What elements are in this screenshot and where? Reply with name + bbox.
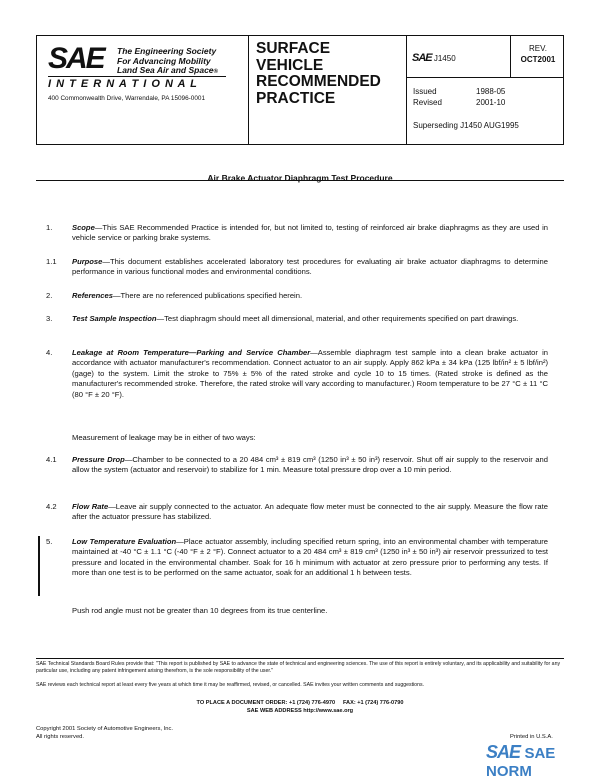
watermark-text: SAE NORM	[486, 745, 556, 780]
section-text: Test diaphragm should meet all dimensional, material, and other requirements specified on part drawings.	[164, 314, 519, 323]
printed-notice: Printed in U.S.A.	[510, 734, 553, 740]
header-divider-1	[248, 35, 249, 145]
standard-number-text: J1450	[433, 54, 456, 63]
registered-mark: ®	[213, 69, 218, 75]
section-text: Leave air supply connected to the actuator. An adequate flow meter must be connected to the air supply. Measure the flow rate after the actuator pressure has stabilized.	[72, 502, 548, 522]
watermark	[486, 742, 600, 781]
supersedes-info: Superseding J1450 AUG1995	[413, 121, 519, 130]
watermark-logo-icon: SAE	[486, 742, 521, 762]
section-number: 4.	[46, 348, 53, 357]
section-text: There are no referenced publications specified herein.	[120, 291, 303, 300]
society-line-3: Land Sea Air and Space	[117, 65, 214, 75]
issued-label: Issued	[413, 87, 437, 96]
web-label: SAE WEB ADDRESS	[246, 708, 302, 714]
fax-number: +1 (724) 776-0790	[357, 700, 404, 706]
web-address[interactable]: http://www.sae.org	[303, 708, 354, 714]
section-heading: Test Sample Inspection	[72, 314, 157, 323]
header-divider-3	[510, 35, 511, 77]
footer-policy-2: SAE reviews each technical report at least every five years at which time it may be reaffirmed, revised, or cancelled. SAE invites your written comments and suggestions.	[36, 682, 424, 688]
doc-type-line-1: SURFACE	[256, 40, 331, 57]
section-heading: Leakage at Room Temperature—Parking and Service Chamber	[72, 348, 311, 357]
society-line-2: For Advancing Mobility	[117, 55, 211, 66]
section-heading: Purpose	[72, 257, 103, 266]
section-text: Assemble diaphragm test sample into a clean brake actuator in accordance with actuator manufacturer's recommendation. Connect actuator to an air supply. Apply 862 kPa ± 34 kPa (125 lbf/in² ± 5 lbf/in²) (gage) to the system. Limit the stroke to 75% ± 5% of the rated stroke and cycle 10 to 15 times. (Rated stroke is defined as the manufacturer's recommended stroke. Therefore, the rated stroke will vary according to manufacturer.) Room temperature to be 27 °C ± 11 °C (80 °F ± 20 °F).	[72, 348, 548, 399]
section-number: 1.	[46, 223, 53, 232]
society-line-1: The Engineering Society	[117, 46, 217, 56]
rev-label: REV.	[529, 44, 547, 53]
section-heading: References	[72, 291, 113, 300]
web-info	[0, 708, 600, 714]
rev-value: OCT2001	[520, 55, 556, 64]
section-sample-inspection: Test Sample Inspection—Test diaphragm should meet all dimensional, material, and other requirements specified on part drawings.	[72, 314, 519, 323]
header-top-rule	[36, 35, 564, 36]
section-scope: Scope—This SAE Recommended Practice is intended for, but not limited to, testing of reinforced air brake diaphragms as they are used in vehicle service or parking brake systems.	[72, 223, 548, 243]
section-leakage-note: Measurement of leakage may be in either of two ways:	[72, 433, 256, 442]
section-heading: Flow Rate	[72, 502, 109, 511]
rights-notice: All rights reserved.	[36, 734, 85, 740]
section-number: 3.	[46, 314, 53, 323]
international-label: I N T E R N A T I O N A L	[48, 78, 198, 90]
footer-policy-1: SAE Technical Standards Board Rules provide that: "This report is published by SAE to advance the state of technical and engineering sciences. The use of this report is entirely voluntary, and its applicability and suitability for any particular use, including any patent infringement arising therefrom, is the sole responsibility of the user."	[36, 661, 561, 674]
standard-sae-logo: SAE	[412, 52, 432, 64]
section-leakage: Leakage at Room Temperature—Parking and Service Chamber—Assemble diaphragm test sample into a clean brake actuator in accordance with actuator manufacturer's recommendation. Connect actuator to an air supply. Apply 862 kPa ± 34 kPa (125 lbf/in² ± 5 lbf/in²) (gage) to the system. Limit the stroke to 75% ± 5% of the rated stroke and cycle 10 to 15 times. (Rated stroke is defined as the manufacturer's recommended stroke. Therefore, the rated stroke will vary according to manufacturer.) Room temperature to be 27 °C ± 11 °C (80 °F ± 20 °F).	[72, 348, 548, 399]
section-text: Chamber to be connected to a 20 484 cm³ ± 819 cm³ (1250 in³ ± 50 in³) reservoir. Shut off air supply to the reservoir and allow the system (actuator and reservoir) to stabilize for 1 min. Measure total pressure drop over a 10 min period.	[72, 455, 548, 475]
document-title: Air Brake Actuator Diaphragm Test Procedure	[207, 173, 393, 183]
issue-info	[413, 86, 505, 108]
section-purpose: Purpose—This document establishes accelerated laboratory test procedures for evaluating air brake actuator diaphragms to determine performance in various functional modes and environmental conditions.	[72, 257, 548, 277]
standard-number	[412, 52, 456, 64]
section-low-temperature: Low Temperature Evaluation—Place actuator assembly, including specified return spring, into an environmental chamber with temperature maintained at -40 °C ± 1.1 °C (-40 °F ± 2 °F). Connect actuator to a 20 484 cm³ ± 819 cm³ (1250 in³ ± 50 in³) air reservoir pressurized to test pressure and located in the environmental chamber. Soak for 16 h minimum with actuator at zero pressure prior to performing any tests. If more than one test is to be performed on the same actuator, soak for an additional 1 h between tests.	[72, 537, 548, 578]
section-references: References—There are no referenced publications specified herein.	[72, 291, 303, 300]
section-pressure-drop: Pressure Drop—Chamber to be connected to a 20 484 cm³ ± 819 cm³ (1250 in³ ± 50 in³) reservoir. Shut off air supply to the reservoir and allow the system (actuator and reservoir) to stabilize for 1 min. Measure total pressure drop over a 10 min period.	[72, 455, 548, 475]
revised-label: Revised	[413, 98, 442, 107]
section-text: This document establishes accelerated laboratory test procedures for evaluating air brake actuator diaphragms to determine performance in various functional modes and environmental conditions.	[72, 257, 548, 277]
header-divider-4	[406, 77, 564, 78]
section-number: 1.1	[46, 257, 57, 266]
society-address: 400 Commonwealth Drive, Warrendale, PA 15096-0001	[48, 95, 206, 102]
issued-value: 1988-05	[476, 87, 506, 96]
header-left-rule	[36, 35, 37, 145]
doc-type-line-2: VEHICLE	[256, 56, 324, 74]
order-phone: +1 (724) 776-4970	[288, 700, 336, 706]
section-heading: Scope	[72, 223, 95, 232]
copyright: Copyright 2001 Society of Automotive Engineers, Inc.	[36, 726, 173, 732]
section-number: 4.2	[46, 502, 57, 511]
header-divider-2	[406, 35, 407, 145]
order-info	[0, 700, 600, 706]
change-bar	[38, 536, 40, 596]
revised-value: 2001-10	[476, 98, 506, 107]
section-text: Place actuator assembly, including specified return spring, into an environmental chamber with temperature maintained at -40 °C ± 1.1 °C (-40 °F ± 2 °F). Connect actuator to a 20 484 cm³ ± 819 cm³ (1250 in³ ± 50 in³) air reservoir pressurized to test pressure and located in the environmental chamber. Soak for 16 h minimum with actuator at zero pressure prior to performing any tests. If more than one test is to be performed on the same actuator, soak for an additional 1 h between tests.	[72, 537, 548, 578]
section-number: 2.	[46, 291, 53, 300]
revision-box	[514, 43, 562, 65]
section-flow-rate: Flow Rate—Leave air supply connected to the actuator. An adequate flow meter must be connected to the air supply. Measure the flow rate after the actuator pressure has stabilized.	[72, 502, 548, 522]
document-type	[256, 41, 381, 107]
footer-rule	[36, 658, 564, 659]
section-number: 5.	[46, 537, 53, 546]
section-number: 4.1	[46, 455, 57, 464]
doc-type-line-4: PRACTICE	[256, 89, 336, 107]
header-bottom-rule	[36, 144, 564, 145]
section-push-rod-note: Push rod angle must not be greater than 10 degrees from its true centerline.	[72, 606, 328, 615]
header-right-rule	[563, 35, 564, 145]
section-heading: Low Temperature Evaluation	[72, 537, 177, 546]
order-label: TO PLACE A DOCUMENT ORDER:	[196, 700, 288, 706]
section-heading: Pressure Drop	[72, 455, 125, 464]
doc-type-line-3: RECOMMENDED	[256, 73, 381, 90]
fax-label: FAX:	[342, 700, 356, 706]
logo-rule	[48, 76, 226, 77]
society-name	[117, 47, 218, 78]
sae-logo: SAE	[48, 42, 104, 75]
section-text: This SAE Recommended Practice is intended for, but not limited to, testing of reinforced air brake diaphragms as they are used in vehicle service or parking brake systems.	[72, 223, 548, 243]
